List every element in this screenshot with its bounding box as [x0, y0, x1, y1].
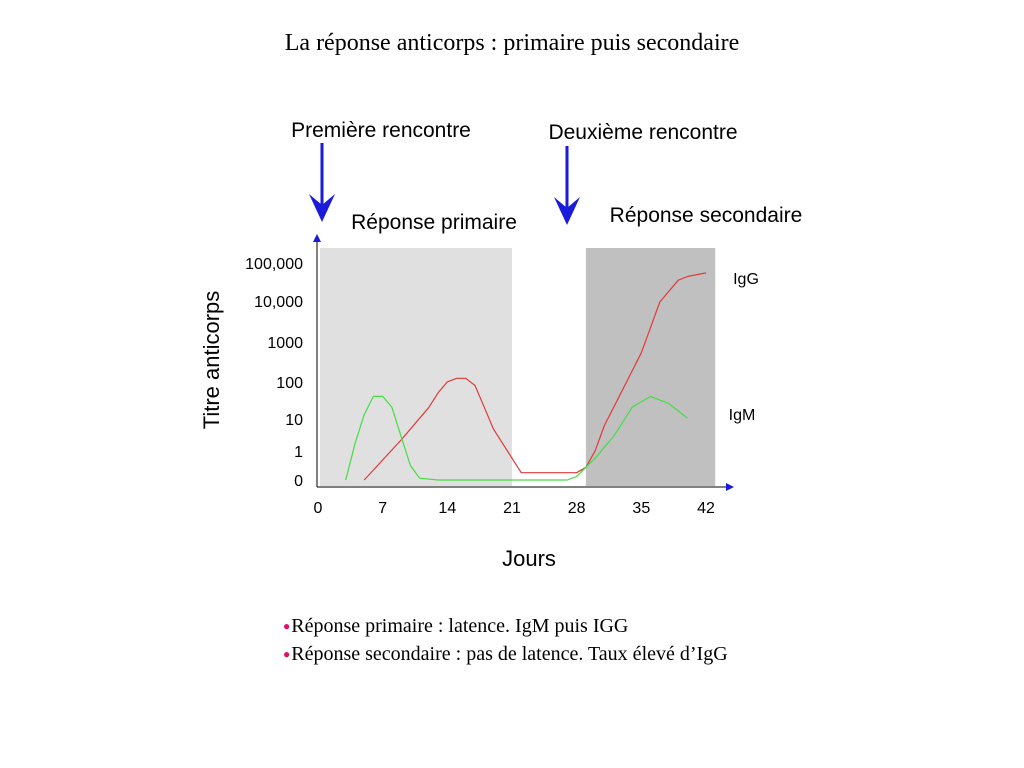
bullet-text: Réponse secondaire : pas de latence. Taux élevé d’IgG: [291, 643, 728, 665]
bullet-primary-response: [283, 612, 728, 640]
x-tick-labels: [314, 500, 715, 517]
shaded-regions: [320, 248, 715, 486]
bullet-dot-icon: ●: [283, 647, 291, 661]
y-tick-label: 1: [294, 444, 303, 461]
bullet-text: Réponse primaire : latence. IgM puis IGG: [291, 615, 629, 637]
y-tick-label: 0: [294, 473, 303, 490]
y-axis-label: Titre anticorps: [199, 290, 224, 430]
y-tick-labels: [245, 256, 303, 490]
y-tick-label: 10: [285, 412, 303, 429]
series-label-igm: IgM: [728, 407, 756, 424]
y-tick-label: 1000: [267, 335, 303, 352]
second-encounter-label: Deuxième rencontre: [548, 121, 738, 144]
bullet-secondary-response: [283, 640, 728, 668]
first-encounter-label: Première rencontre: [291, 119, 471, 142]
region-secondary: [586, 248, 715, 486]
x-tick-label: 0: [313, 500, 323, 517]
x-tick-label: 42: [697, 500, 715, 517]
region-primary: [320, 248, 512, 486]
y-tick-label: 10,000: [254, 294, 303, 311]
summary-bullets: [283, 612, 728, 668]
first-encounter-arrow: [309, 143, 335, 222]
x-tick-label: 28: [567, 500, 586, 517]
y-tick-label: 100,000: [245, 256, 303, 273]
x-tick-label: 21: [503, 500, 521, 517]
page-title: La réponse anticorps : primaire puis secondaire: [284, 30, 740, 56]
series-labels: [729, 271, 759, 424]
secondary-response-label: Réponse secondaire: [609, 204, 803, 227]
x-axis-label: Jours: [502, 546, 556, 571]
x-tick-label: 7: [378, 500, 388, 517]
x-tick-label: 35: [632, 500, 651, 517]
x-tick-label: 14: [438, 500, 457, 517]
primary-response-label: Réponse primaire: [351, 211, 517, 234]
series-label-igg: IgG: [733, 271, 759, 288]
second-encounter-arrow: [554, 146, 580, 225]
bullet-dot-icon: ●: [283, 619, 291, 633]
y-tick-label: 100: [276, 375, 303, 392]
